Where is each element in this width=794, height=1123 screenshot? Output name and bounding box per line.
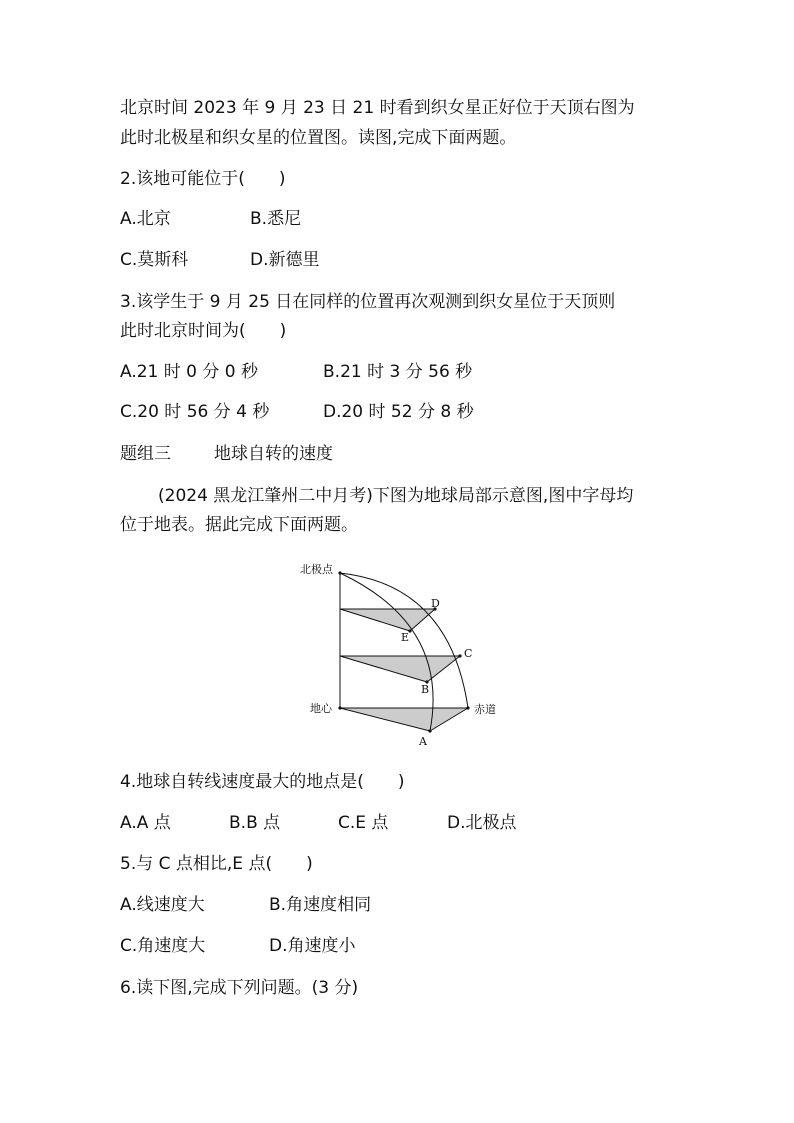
shade-upper bbox=[340, 609, 435, 631]
question-5-option-d: D.角速度小 bbox=[269, 936, 356, 956]
label-point-e: E bbox=[401, 631, 410, 644]
question-2-option-b: B.悉尼 bbox=[250, 209, 302, 229]
question-4-option-a: A.A 点 bbox=[120, 813, 171, 833]
intro-line-2: 此时北极星和织女星的位置图。读图,完成下面两题。 bbox=[120, 128, 517, 148]
question-4-stem: 4.地球自转线速度最大的地点是( ) bbox=[120, 772, 405, 792]
label-equator: 赤道 bbox=[474, 703, 496, 716]
question-2-option-a: A.北京 bbox=[120, 209, 171, 229]
label-point-a: A bbox=[419, 735, 427, 748]
label-north-pole: 北极点 bbox=[300, 563, 333, 576]
question-6-stem: 6.读下图,完成下列问题。(3 分) bbox=[120, 978, 359, 998]
question-3-stem-2: 此时北京时间为( ) bbox=[120, 321, 287, 341]
question-5-option-b: B.角速度相同 bbox=[269, 895, 372, 915]
question-2-stem: 2.该地可能位于( ) bbox=[120, 169, 286, 189]
point-a-dot bbox=[428, 729, 431, 732]
question-3-stem-1: 3.该学生于 9 月 25 日在同样的位置再次观测到织女星位于天顶则 bbox=[120, 292, 616, 312]
question-3-option-a: A.21 时 0 分 0 秒 bbox=[120, 362, 259, 382]
label-point-b: B bbox=[421, 683, 430, 696]
group-title: 地球自转的速度 bbox=[214, 444, 333, 464]
group-label: 题组三 bbox=[120, 444, 171, 464]
question-4-option-d: D.北极点 bbox=[447, 813, 517, 833]
intro-line-1: 北京时间 2023 年 9 月 23 日 21 时看到织女星正好位于天顶右图为 bbox=[120, 98, 635, 118]
label-center: 地心 bbox=[310, 702, 332, 715]
question-4-option-b: B.B 点 bbox=[229, 813, 281, 833]
north-pole-dot bbox=[338, 571, 341, 574]
equator-dot bbox=[466, 706, 469, 709]
question-5-option-c: C.角速度大 bbox=[120, 936, 206, 956]
earth-rotation-diagram bbox=[300, 555, 510, 755]
question-3-option-c: C.20 时 56 分 4 秒 bbox=[120, 402, 270, 422]
question-4-option-c: C.E 点 bbox=[338, 813, 389, 833]
question-2-option-c: C.莫斯科 bbox=[120, 250, 189, 270]
label-point-d: D bbox=[431, 597, 440, 610]
shade-middle bbox=[340, 656, 460, 682]
inner-meridian bbox=[340, 573, 433, 731]
question-5-stem: 5.与 C 点相比,E 点( ) bbox=[120, 854, 313, 874]
question-2-option-d: D.新德里 bbox=[250, 250, 320, 270]
label-point-c: C bbox=[464, 647, 473, 660]
question-5-option-a: A.线速度大 bbox=[120, 895, 205, 915]
question-3-option-b: B.21 时 3 分 56 秒 bbox=[323, 362, 473, 382]
center-dot bbox=[338, 706, 341, 709]
question-3-option-d: D.20 时 52 分 8 秒 bbox=[323, 402, 474, 422]
intro2-line-1: (2024 黑龙江肇州二中月考)下图为地球局部示意图,图中字母均 bbox=[158, 486, 634, 506]
point-c-dot bbox=[458, 654, 461, 657]
intro2-line-2: 位于地表。据此完成下面两题。 bbox=[120, 515, 358, 535]
